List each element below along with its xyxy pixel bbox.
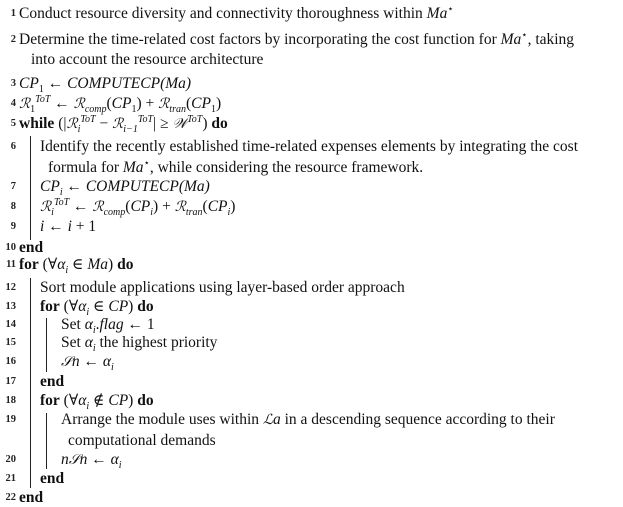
algo-line-13: for ($\forall\alpha_i$ ∈ CP) do [40,298,154,319]
line-number: 17 [5,376,16,387]
text: formula for [48,159,123,176]
line-number: 9 [10,221,16,232]
algo-line-10: end [19,239,44,256]
algo-line-22: end [19,489,44,506]
algo-line-2: Determine the time-related cost factors by incorporating the cost function for Ma⋆, taking [19,29,575,48]
line-number: 2 [10,34,16,45]
line-number: 14 [5,319,16,330]
algo-line-1: Conduct resource diversity and connectivity thoroughness within Ma⋆ [19,3,454,22]
algo-line-4: ℛ$_1^{ToT}$ ← $ℛ_{comp}(CP_1)$ + $ℛ_{tran}(CP_1)$ [19,93,222,116]
algo-line-3: $CP_1$ ← COMPUTECP(Ma) [19,75,192,96]
for-block-rule [30,278,31,488]
algo-line-20: n𝒮n ← $\alpha_i$ [61,451,122,472]
line-number: 5 [10,118,16,129]
keyword: while [19,115,55,132]
keyword: for [19,256,39,273]
text: the highest priority [95,334,218,351]
keyword: do [137,298,154,315]
line-number: 19 [5,414,16,425]
algo-line-14: Set $\alpha_i.flag$ ← 1 [61,316,155,337]
line-number: 11 [6,259,16,270]
algo-line-19: Arrange the module uses within ℒa in a descending sequence according to their [61,411,555,428]
text: Set [61,316,85,333]
line-number: 16 [5,356,16,367]
keyword: for [40,298,60,315]
keyword: do [211,115,228,132]
text: , while considering the resource framework. [149,159,424,176]
line-number: 7 [10,181,16,192]
line-number: 20 [5,454,16,465]
text: Arrange the module uses within [61,411,263,428]
line-number: 22 [5,492,16,503]
text: Conduct resource diversity and connectivity thoroughness within [19,5,427,22]
algo-line-2-cont: into account the resource architecture [31,51,264,68]
algo-line-21: end [40,470,65,487]
algo-line-18: for ($\forall\alpha_i$ ∉ CP) do [40,392,154,413]
algo-line-15: Set $\alpha_i$ the highest priority [61,334,218,355]
keyword: for [40,392,60,409]
inner-for-rule-1 [46,318,47,372]
algo-line-17: end [40,373,65,390]
line-number: 4 [10,98,16,109]
algo-line-5: while (|ℛ$_i^{ToT}$ − ℛ$_{i-1}^{ToT}$| ≥ 𝒲$^{ToT}$) do [19,113,228,136]
while-block-rule [30,136,31,240]
algo-line-7: $CP_i$ ← COMPUTECP(Ma) [40,178,210,199]
line-number: 3 [10,78,16,89]
text: Set [61,334,85,351]
line-number: 12 [5,282,16,293]
inner-for-rule-2 [46,413,47,469]
line-number: 8 [10,201,16,212]
text: Determine the time-related cost factors by incorporating the cost function for [19,31,501,48]
line-number: 13 [5,301,16,312]
algo-line-8: ℛ$_i^{ToT}$ ← $ℛ_{comp}(CP_i)$ + $ℛ_{tran}(CP_i)$ [40,196,236,219]
algo-line-11: for ($\forall\alpha_i$ ∈ Ma) do [19,256,134,277]
algo-line-19-cont: computational demands [68,432,216,449]
line-number: 21 [5,473,16,484]
keyword: do [117,256,134,273]
algo-line-16: 𝒮n ← $\alpha_i$ [61,353,114,374]
algo-line-6-cont: formula for Ma⋆, while considering the resource framework. [48,157,424,176]
line-number: 10 [5,242,16,253]
text: , taking [527,31,575,48]
line-number: 1 [10,8,16,19]
algo-line-6: Identify the recently established time-related expenses elements by integrating the cost [40,138,579,155]
algo-line-9: i ← i + 1 [40,218,97,235]
algo-line-12: Sort module applications using layer-based order approach [40,279,405,296]
text: in a descending sequence according to their [280,411,555,428]
keyword: do [137,392,154,409]
line-number: 18 [5,395,16,406]
line-number: 15 [5,337,16,348]
line-number: 6 [10,141,16,152]
